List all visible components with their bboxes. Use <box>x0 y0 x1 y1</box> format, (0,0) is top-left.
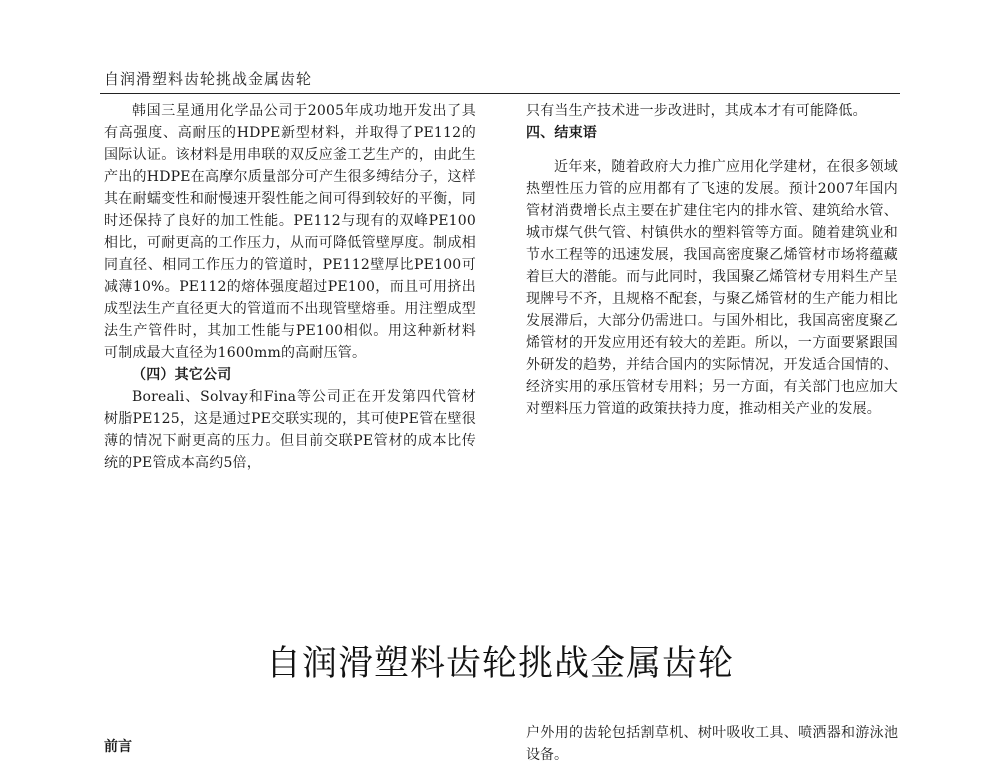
left-column <box>104 100 476 474</box>
running-header: 自润滑塑料齿轮挑战金属齿轮 <box>104 70 313 88</box>
paragraph-samsung-pe112: 韩国三星通用化学品公司于2005年成功地开发出了具有高强度、高耐压的HDPE新型材料，并取得了PE112的国际认证。该材料是用串联的双反应釜工艺生产的，由此生产出的HDPE在高摩尔质量部分可产生很多缚结分子，这样其在耐蠕变性和耐慢速开裂性能之间可得到较好的平衡，同时还保持了良好的加工性能。PE112与现有的双峰PE100相比，可耐更高的工作压力，从而可降低管壁厚度。制成相同直径、相同工作压力的管道时，PE112壁厚比PE100可减薄10%。PE112的熔体强度超过PE100，而且可用挤出成型法生产直径更大的管道而不出现管壁熔垂。用注塑成型法生产管件时，其加工性能与PE100相似。用这种新材料可制成最大直径为1600mm的高耐压管。 <box>104 103 476 361</box>
preface-label: 前言 <box>104 739 132 755</box>
paragraph-continuation: 只有当生产技术进一步改进时，其成本才有可能降低。 <box>526 103 867 119</box>
paragraph-pe125: Boreali、Solvay和Fina等公司正在开发第四代管材树脂PE125，这是通过PE交联实现的，其可使PE管在壁很薄的情况下耐更高的压力。但目前交联PE管材的成本比传统的PE管成本高约5倍， <box>104 389 476 471</box>
intro-fragment: 户外用的齿轮包括割草机、树叶吸收工具、喷洒器和游泳池设备。 <box>526 725 898 763</box>
header-rule <box>100 93 900 94</box>
article-title: 自润滑塑料齿轮挑战金属齿轮 <box>265 644 734 684</box>
right-column <box>526 100 898 420</box>
paragraph-conclusion: 近年来，随着政府大力推广应用化学建材，在很多领域热塑性压力管的应用都有了飞速的发展。预计2007年国内管材消费增长点主要在扩建住宅内的排水管、建筑给水管、城市煤气供气管、村镇供水的塑料管等方面。随着建筑业和节水工程等的迅速发展，我国高密度聚乙烯管材市场将蕴藏着巨大的潜能。而与此同时，我国聚乙烯管材专用料生产呈现牌号不齐，且规格不配套，与聚乙烯管材的生产能力相比发展滞后，大部分仍需进口。与国外相比，我国高密度聚乙烯管材的开发应用还有较大的差距。所以，一方面要紧跟国外研发的趋势，并结合国内的实际情况，开发适合国情的、经济实用的承压管材专用料；另一方面，有关部门也应加大对塑料压力管道的政策扶持力度，推动相关产业的发展。 <box>526 159 898 417</box>
subheading-other-companies: （四）其它公司 <box>132 367 232 383</box>
section-heading-conclusion: 四、结束语 <box>526 125 597 141</box>
